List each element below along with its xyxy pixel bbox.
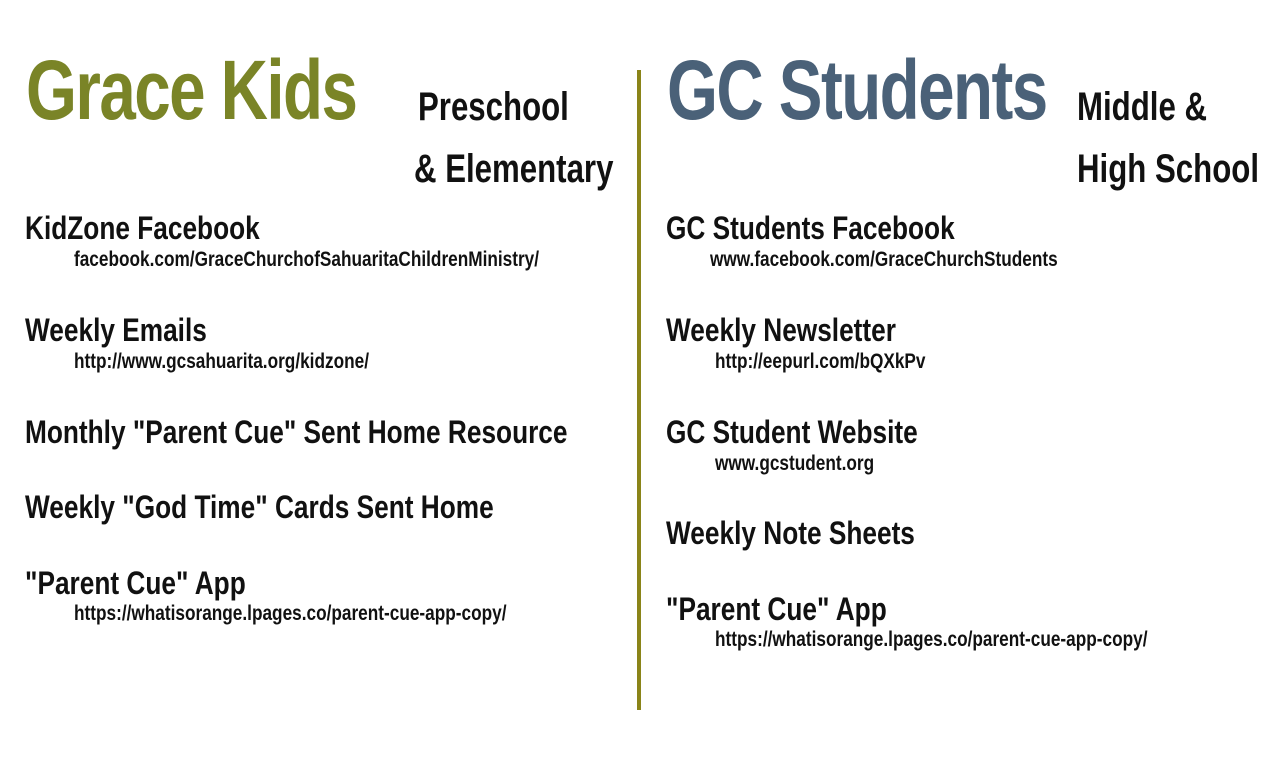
weekly-newsletter-heading: Weekly Newsletter: [666, 312, 896, 348]
kids-parent-cue-app-link[interactable]: https://whatisorange.lpages.co/parent-cue-app-copy/: [74, 602, 507, 625]
gc-student-website-link[interactable]: www.gcstudent.org: [715, 452, 875, 475]
students-parent-cue-app-link[interactable]: https://whatisorange.lpages.co/parent-cue-app-copy/: [715, 628, 1148, 651]
kids-parent-cue-app-heading: "Parent Cue" App: [25, 565, 246, 601]
gc-student-website-heading: GC Student Website: [666, 414, 918, 450]
gc-students-title: GC Students: [667, 43, 1047, 137]
grace-kids-subtitle-line1: Preschool: [418, 85, 569, 129]
students-parent-cue-app-heading: "Parent Cue" App: [666, 591, 887, 627]
weekly-note-sheets-heading: Weekly Note Sheets: [666, 515, 915, 551]
weekly-newsletter-link[interactable]: http://eepurl.com/bQXkPv: [715, 350, 926, 373]
grace-kids-subtitle-line2: & Elementary: [414, 147, 614, 191]
kidzone-facebook-heading: KidZone Facebook: [25, 210, 260, 246]
god-time-cards-heading: Weekly "God Time" Cards Sent Home: [25, 489, 494, 525]
gc-students-facebook-link[interactable]: www.facebook.com/GraceChurchStudents: [710, 248, 1058, 271]
weekly-emails-heading: Weekly Emails: [25, 312, 207, 348]
column-divider: [637, 70, 641, 710]
grace-kids-title: Grace Kids: [26, 43, 357, 137]
kidzone-facebook-link[interactable]: facebook.com/GraceChurchofSahuaritaChildrenMinistry/: [74, 248, 540, 271]
gc-students-subtitle-line1: Middle &: [1077, 85, 1208, 129]
monthly-parent-cue-heading: Monthly "Parent Cue" Sent Home Resource: [25, 414, 568, 450]
weekly-emails-link[interactable]: http://www.gcsahuarita.org/kidzone/: [74, 350, 369, 373]
gc-students-facebook-heading: GC Students Facebook: [666, 210, 955, 246]
gc-students-subtitle-line2: High School: [1077, 147, 1259, 191]
